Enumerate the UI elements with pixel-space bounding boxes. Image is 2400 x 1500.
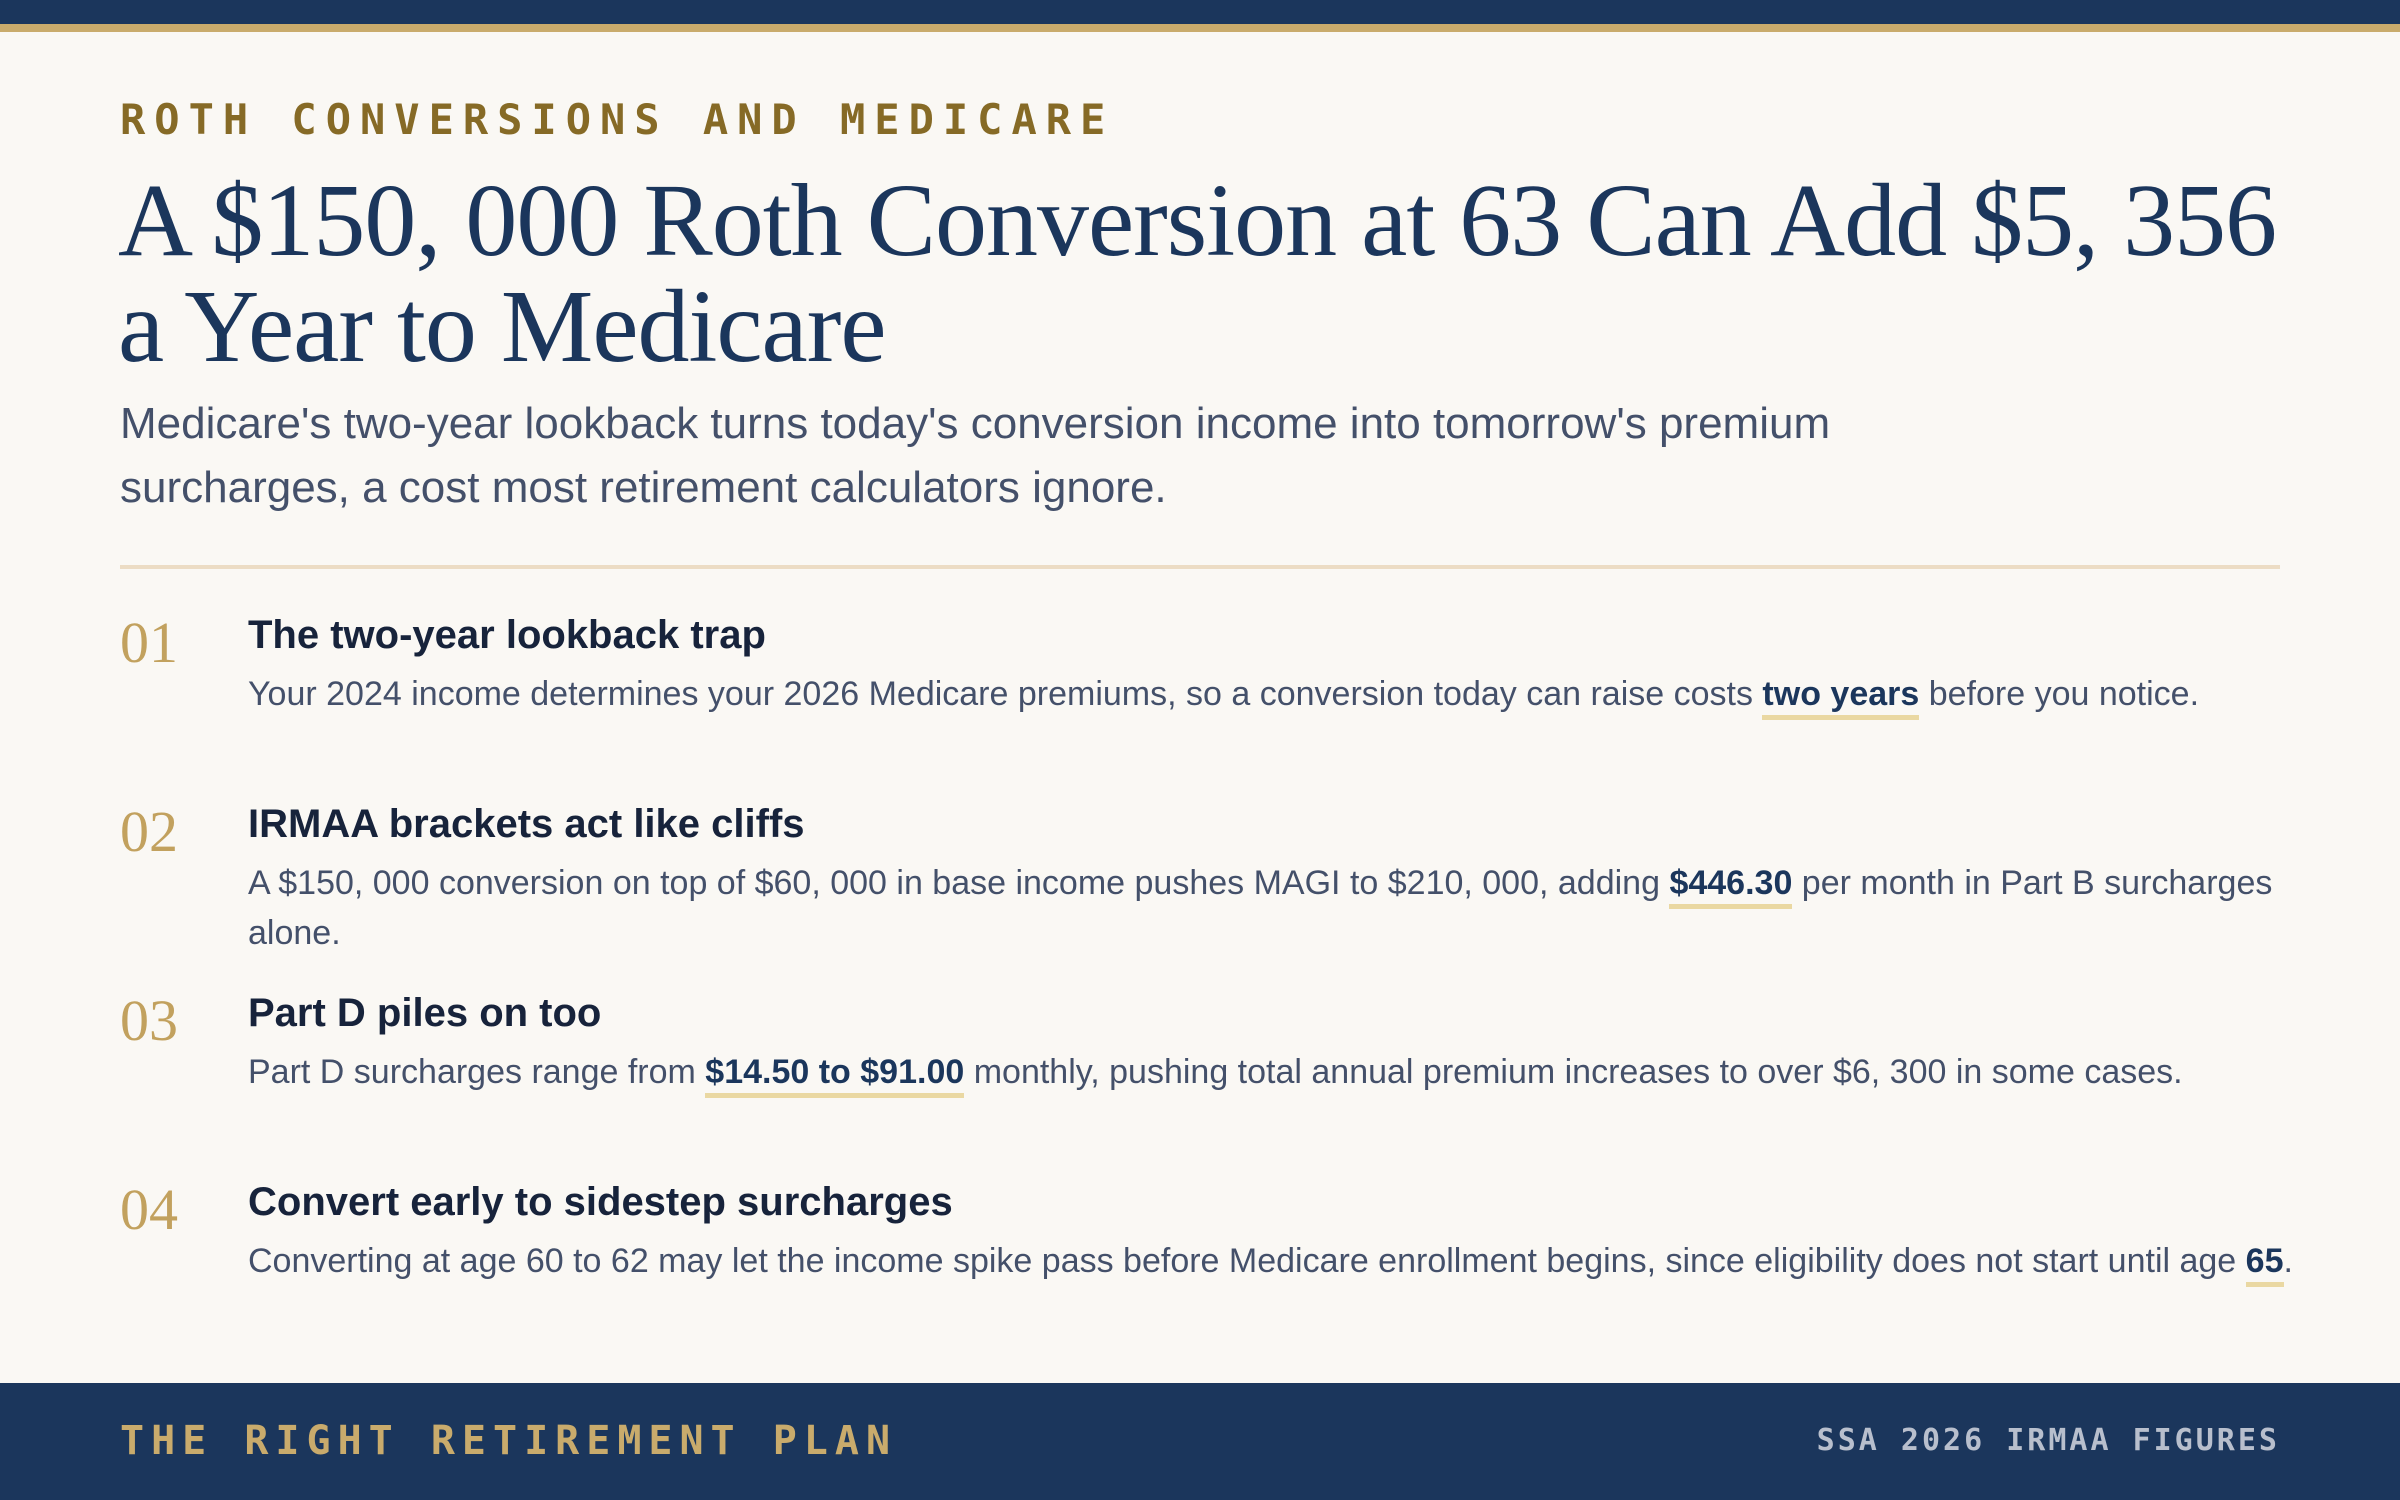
eyebrow-label: ROTH CONVERSIONS AND MEDICARE <box>120 95 1115 144</box>
item-title: IRMAA brackets act like cliffs <box>248 802 805 846</box>
item-body <box>248 1236 2358 1286</box>
item-body-text-end: before you notice. <box>1919 675 2200 713</box>
item-body-text: Converting at age 60 to 62 may let the income spike pass before Medicare enrollment begins, since eligibility does not start until age <box>248 1242 2246 1280</box>
item-title: Convert early to sidestep surcharges <box>248 1180 953 1224</box>
item-number: 02 <box>120 799 178 864</box>
top-banner-bar <box>0 0 2400 24</box>
item-body-text: A $150, 000 conversion on top of $60, 000 in base income pushes MAGI to $210, 000, adding <box>248 864 1670 902</box>
item-number: 01 <box>120 610 178 675</box>
section-divider <box>120 565 2280 569</box>
list-item-02 <box>120 796 2280 966</box>
footer-source: SSA 2026 IRMAA FIGURES <box>1816 1423 2280 1458</box>
item-body-text-end: per month in Part B surcharges alone. <box>248 864 2273 952</box>
headline: A $150, 000 Roth Conversion at 63 Can Add $5, 356 a Year to Medicare <box>118 163 2277 384</box>
item-body-text-end: monthly, pushing total annual premium increases to over $6, 300 in some cases. <box>964 1053 2183 1091</box>
item-number: 04 <box>120 1177 178 1242</box>
item-highlight: $14.50 to $91.00 <box>705 1053 964 1098</box>
item-highlight: 65 <box>2246 1242 2284 1287</box>
item-title: The two-year lookback trap <box>248 613 766 657</box>
footer-brand: THE RIGHT RETIREMENT PLAN <box>120 1418 898 1464</box>
list-item-04 <box>120 1174 2293 1344</box>
item-body <box>248 858 2358 958</box>
footer-bar <box>0 1383 2400 1500</box>
item-body <box>248 1047 2358 1097</box>
item-highlight: two years <box>1762 675 1919 720</box>
top-gold-rule <box>0 24 2400 32</box>
item-body-text: Part D surcharges range from <box>248 1053 706 1091</box>
list-item-03 <box>120 985 2280 1155</box>
item-body <box>248 669 2358 719</box>
list-item-01 <box>120 607 2280 777</box>
item-body-text-end: . <box>2283 1242 2293 1280</box>
item-highlight: $446.30 <box>1669 864 1792 909</box>
dek-subtitle: Medicare's two-year lookback turns today's conversion income into tomorrow's premium surcharges, a cost most retirement calculators ignore. <box>120 399 1831 512</box>
item-body-text: Your 2024 income determines your 2026 Medicare premiums, so a conversion today can raise costs <box>248 675 1763 713</box>
item-number: 03 <box>120 988 178 1053</box>
item-title: Part D piles on too <box>248 991 602 1035</box>
